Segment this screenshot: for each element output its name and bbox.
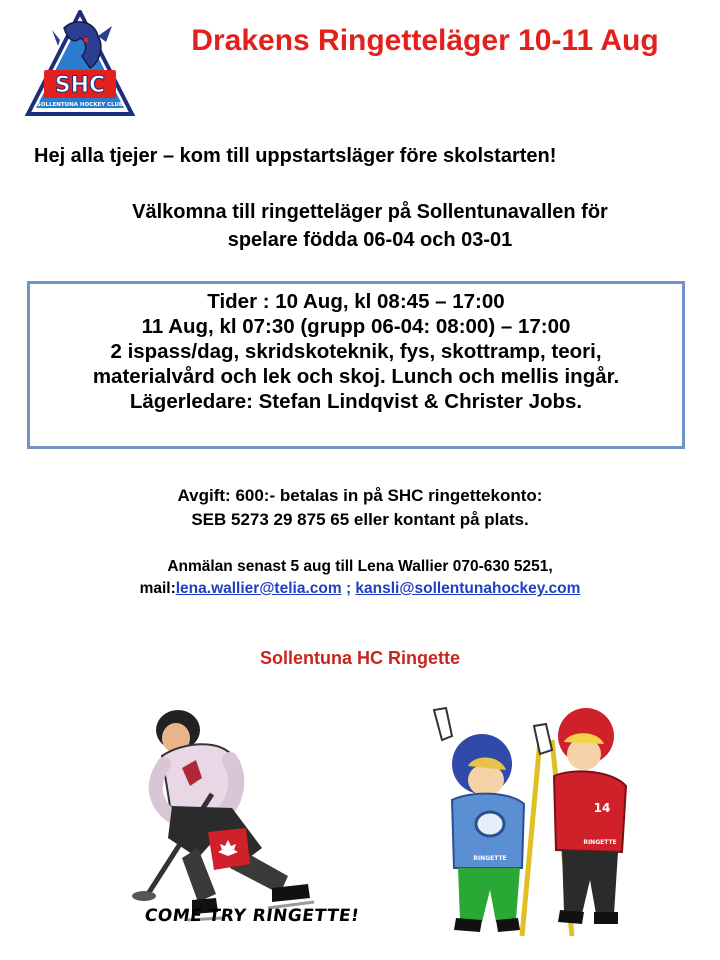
right-jersey-text: RINGETTE: [583, 839, 617, 846]
shc-logo: [24, 10, 136, 118]
email-link-lena[interactable]: lena.wallier@telia.com: [175, 580, 342, 597]
schedule-line-5: Lägerledare: Stefan Lindqvist & Christer Jobs.: [129, 390, 583, 413]
signup-line-2: [40, 578, 680, 600]
left-jersey-text: RINGETTE: [473, 855, 507, 862]
fee-line-1: Avgift: 600:- betalas in på SHC ringettekonto:: [177, 486, 543, 505]
signup-info: [40, 556, 680, 600]
schedule-line-2: 11 Aug, kl 07:30 (grupp 06-04: 08:00) – 17:00: [141, 315, 571, 338]
signup-line-1: Anmälan senast 5 aug till Lena Wallier 070-630 5251,: [167, 558, 553, 575]
jersey-number: 14: [593, 801, 611, 815]
mail-prefix: mail:: [139, 580, 176, 597]
club-name: Sollentuna HC Ringette: [259, 648, 460, 668]
logo-text: SHC: [54, 73, 106, 98]
welcome-line-2: spelare födda 06-04 och 03-01: [227, 229, 513, 251]
intro-text: Hej alla tjejer – kom till uppstartsläger före skolstarten!: [34, 145, 557, 167]
players-illustration: [412, 700, 650, 940]
schedule-line-3: 2 ispass/dag, skridskoteknik, fys, skottramp, teori,: [110, 340, 602, 363]
page-title: Drakens Ringetteläger 10-11 Aug: [191, 24, 659, 57]
schedule-line-1: Tider : 10 Aug, kl 08:45 – 17:00: [207, 290, 505, 313]
skater-illustration: [112, 698, 392, 930]
fee-line-2: SEB 5273 29 875 65 eller kontant på plats.: [191, 510, 529, 529]
logo-ring-text: SOLLENTUNA HOCKEY CLUB: [36, 102, 124, 108]
welcome-line-1: Välkomna till ringetteläger på Sollentunavallen för: [132, 201, 608, 223]
welcome-text: [40, 198, 700, 254]
schedule-box: [27, 281, 685, 449]
schedule-line-4: materialvård och lek och skoj. Lunch och mellis ingår.: [92, 365, 620, 388]
email-link-kansli[interactable]: kansli@sollentunahockey.com: [355, 580, 581, 597]
come-try-ringette-slogan: COME TRY RINGETTE!: [143, 906, 361, 926]
fee-info: [40, 484, 680, 532]
email-separator: ;: [341, 580, 356, 597]
